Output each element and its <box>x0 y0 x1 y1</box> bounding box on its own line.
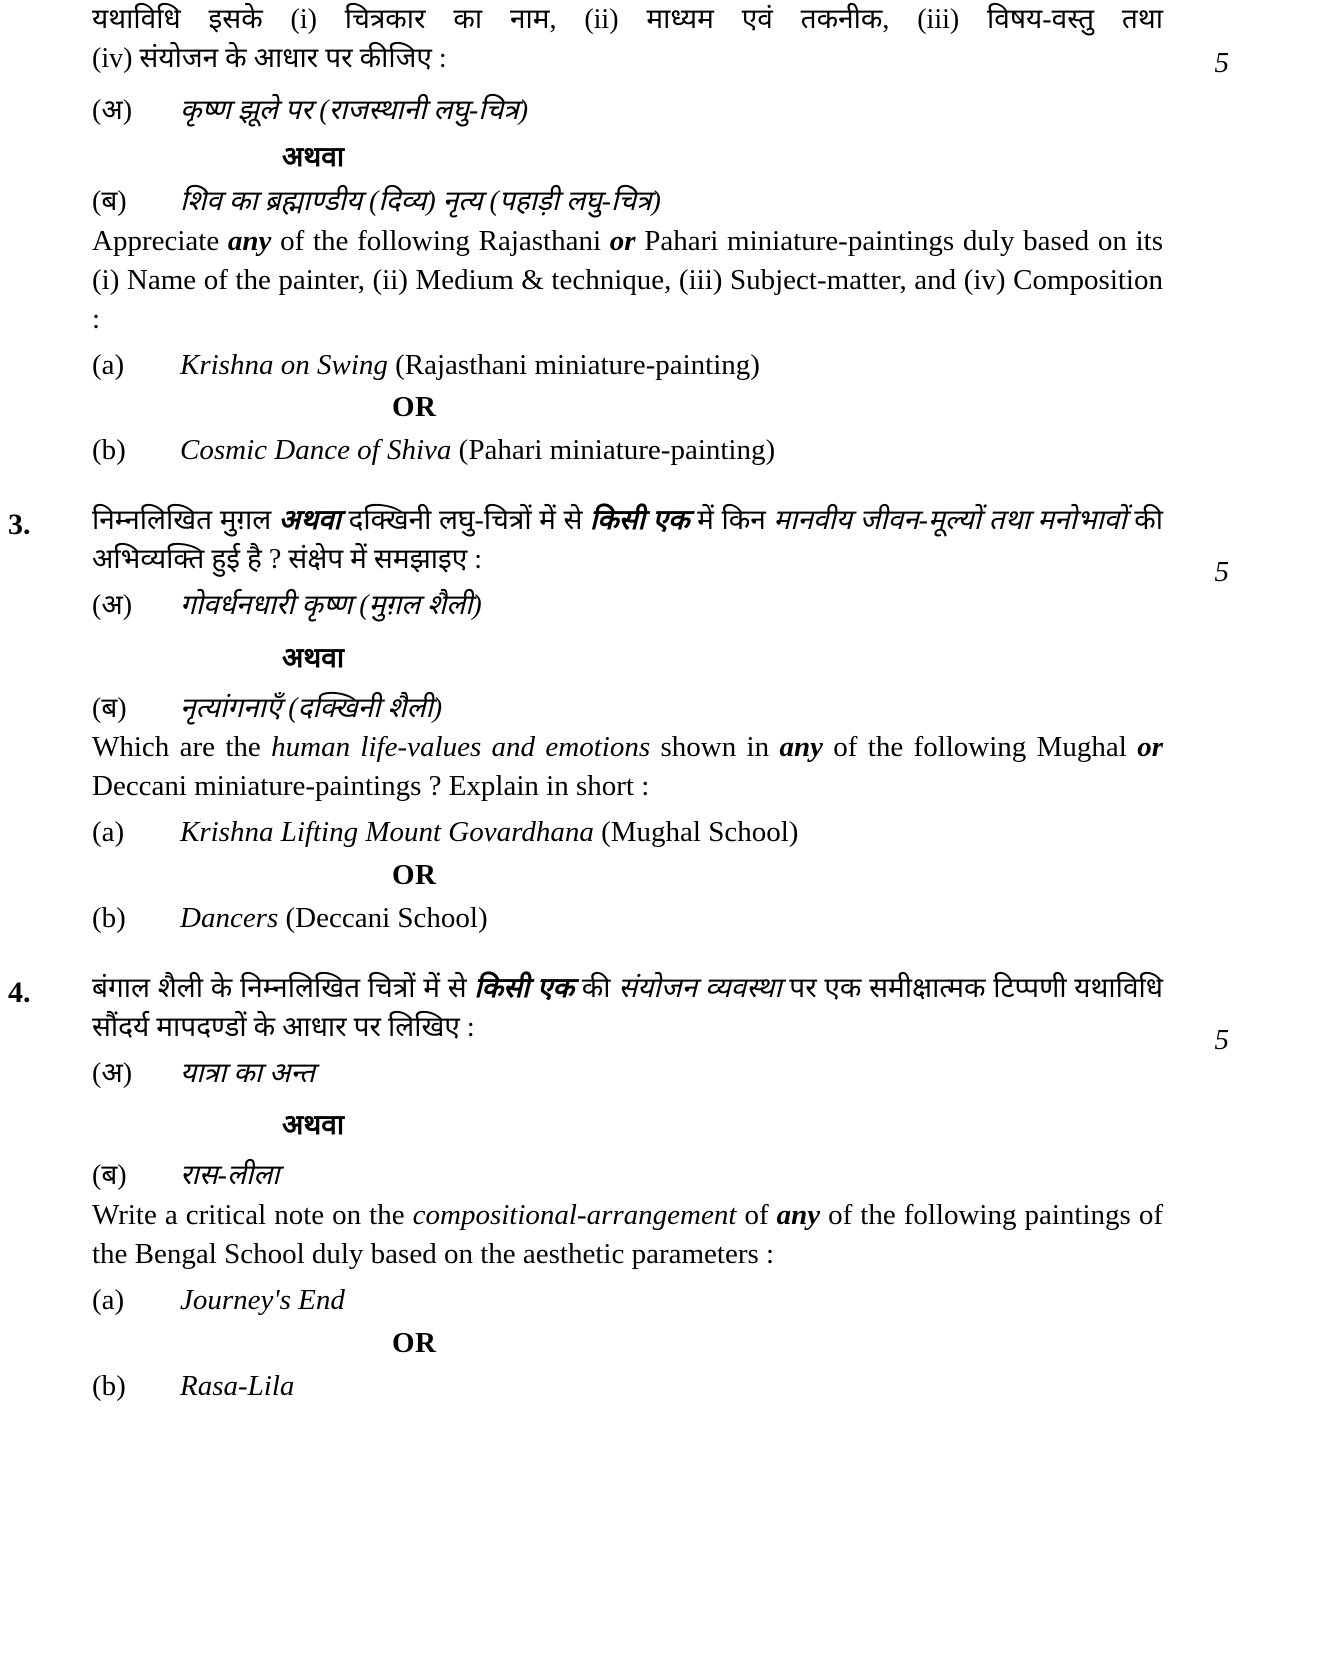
q3-english-option-b <box>92 898 1163 939</box>
question-4-number: 4. <box>8 975 31 1009</box>
q2-hindi-option-b-text: शिव का ब्रह्माण्डीय (दिव्य) नृत्य (पहाड़ी लघु-चित्र) <box>180 185 661 217</box>
q4-english-option-b-title: Rasa-Lila <box>180 1369 295 1402</box>
q3-hindi-option-a-label: (अ) <box>92 590 133 622</box>
q3-english-option-b-title: Dancers <box>180 901 279 934</box>
q3-hindi-option-b-text: नृत्यांगनाएँ (दक्खिनी शैली) <box>180 692 443 724</box>
q3-hindi-separator: अथवा <box>282 642 345 674</box>
q2-english-option-b-suffix: (Pahari miniature-painting) <box>458 434 776 467</box>
q3-hindi-option-b-label: (ब) <box>92 692 127 724</box>
q2-hindi-option-a-text: कृष्ण झूले पर (राजस्थानी लघु-चित्र) <box>180 95 529 127</box>
q2-hindi-option-a <box>92 90 1163 131</box>
q3-english-option-a-label: (a) <box>92 816 125 849</box>
q4-hindi-option-a-text: यात्रा का अन्त <box>180 1057 315 1089</box>
q2-hindi-stem-line2: (iv) संयोजन के आधार पर कीजिए : <box>92 43 447 75</box>
q2-hindi-stem-line1: यथाविधि इसके (i) चित्रकार का नाम, (ii) माध्यम एवं तकनीक, (iii) विषय-वस्तु तथा <box>92 4 1163 35</box>
q2-hindi-option-b <box>92 181 1163 222</box>
q4-hindi-option-b-text: रास-लीला <box>180 1160 280 1192</box>
q4-english-separator: OR <box>392 1326 437 1359</box>
q3-english-option-a-title: Krishna Lifting Mount Govardhana <box>180 816 594 849</box>
question-4 <box>0 969 1323 1407</box>
q3-hindi-option-b <box>92 688 1163 729</box>
q4-hindi-option-b <box>92 1155 1163 1196</box>
question-2-continuation <box>0 0 1323 471</box>
q2-english-option-b-label: (b) <box>92 434 126 467</box>
q2-english-option-a-title: Krishna on Swing <box>180 348 388 381</box>
q3-english-option-b-label: (b) <box>92 901 126 934</box>
q2-english-option-a-suffix: (Rajasthani miniature-painting) <box>395 348 760 381</box>
q4-hindi-stem: बंगाल शैली के निम्नलिखित चित्रों में से किसी एक की संयोजन व्यवस्था पर एक समीक्षात्मक टिप्पणी यथाविधि सौंदर्य मापदण्डों के आधार पर लिखिए : <box>92 972 1163 1043</box>
q3-english-separator: OR <box>392 858 437 891</box>
marks-question-2: 5 <box>1214 47 1229 79</box>
q2-hindi-separator: अथवा <box>282 141 345 173</box>
q3-english-option-a <box>92 812 1163 853</box>
q2-hindi-option-b-label: (ब) <box>92 185 127 217</box>
q3-hindi-option-a <box>92 585 1163 626</box>
q4-english-option-a-label: (a) <box>92 1284 125 1317</box>
q2-english-stem: Appreciate any of the following Rajasthani or Pahari miniature-paintings duly based on its (i) Name of the painter, (ii) Medium & technique, (iii) Subject-matter, and (iv) Composition : <box>92 224 1163 335</box>
q2-english-option-b <box>92 430 1163 471</box>
q4-english-option-b-label: (b) <box>92 1369 126 1402</box>
q2-english-option-a-label: (a) <box>92 348 125 381</box>
q4-hindi-option-b-label: (ब) <box>92 1160 127 1192</box>
marks-question-4: 5 <box>1214 1023 1229 1056</box>
q4-hindi-option-a-label: (अ) <box>92 1057 133 1089</box>
q4-english-option-b <box>92 1366 1163 1407</box>
q3-english-option-b-suffix: (Deccani School) <box>285 901 488 934</box>
marks-question-3: 5 <box>1214 555 1229 588</box>
q2-english-option-a <box>92 345 1163 386</box>
q4-english-option-a <box>92 1280 1163 1321</box>
q4-english-option-a-title: Journey's End <box>180 1284 345 1317</box>
q3-hindi-option-a-text: गोवर्धनधारी कृष्ण (मुग़ल शैली) <box>180 590 482 622</box>
q3-english-stem: Which are the human life-values and emotions shown in any of the following Mughal or Deccani miniature-paintings ? Explain in short : <box>92 731 1163 803</box>
q3-hindi-stem: निम्नलिखित मुग़ल अथवा दक्खिनी लघु-चित्रों में से किसी एक में किन मानवीय जीवन-मूल्यों तथा मनोभावों की अभिव्यक्ति हुई है ? संक्षेप में समझाइए : <box>92 504 1163 575</box>
q4-english-stem: Write a critical note on the compositional-arrangement of any of the following paintings of the Bengal School duly based on the aesthetic parameters : <box>92 1199 1163 1271</box>
q3-english-option-a-suffix: (Mughal School) <box>601 816 799 849</box>
q2-english-option-b-title: Cosmic Dance of Shiva <box>180 434 452 467</box>
q2-hindi-option-a-label: (अ) <box>92 95 133 127</box>
question-3 <box>0 501 1323 939</box>
q4-hindi-separator: अथवा <box>282 1110 345 1142</box>
question-3-number: 3. <box>8 507 31 541</box>
q4-hindi-option-a <box>92 1053 1163 1094</box>
q2-english-separator: OR <box>392 391 437 424</box>
